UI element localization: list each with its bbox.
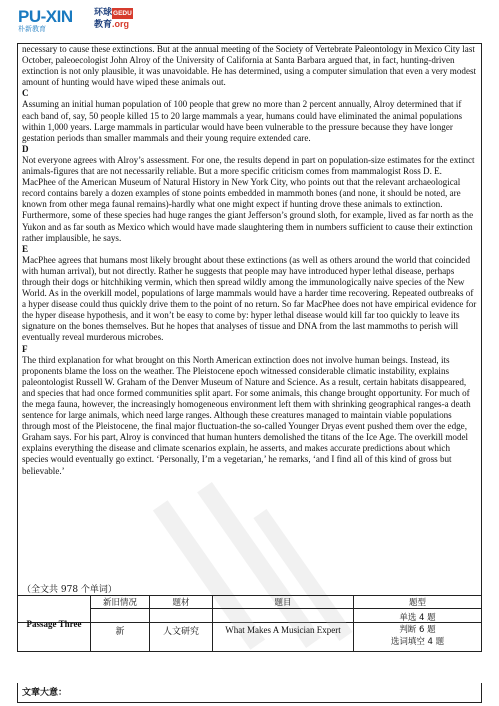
- section-heading: C: [22, 88, 29, 99]
- type-cell: 单选 4 题 判断 6 题 选词填空 4 题: [354, 609, 482, 652]
- summary-label: 文章大意：: [17, 683, 482, 703]
- passage-label: Passage Three: [18, 596, 91, 652]
- section-heading: E: [22, 243, 29, 254]
- section-paragraph: Assuming an initial human population of 100 people that grew no more than 2 percent annually, Alroy determined that if each band of, say, 50 people killed 15 to 20 large mammals a year, humans could have eliminated the animal populations within 1,000 years. Large mammals in particular would have been vulnerable to the pressure because they have longer gestation periods than smaller mammals and their young require extended care.: [22, 99, 463, 143]
- section-paragraph: The third explanation for what brought on this North American extinction does not involve human beings. Instead, its proponents blame the loss on the weather. The Pleistocene epoch witnessed considerable climatic instability, explains paleontologist Russell W. Graham of the Denver Museum of Nature and Science. As a result, certain habitats disappeared, and species that had once formed communities split apart. For some animals, this change brought opportunity. For much of the mega fauna, however, the increasingly homogeneous environment left them with shrinking geographical ranges-a death sentence for large animals, which need large ranges. Although these creatures managed to maintain viable populations through most of the Pleistocene, the final major fluctuation-the so-called Younger Dryas event pushed them over the edge, Graham says. For his part, Alroy is convinced that human hunters demolished the titans of the Ice Age. The overkill model explains everything the disease and climate scenarios explain, he asserts, and makes accurate predictions about which species would eventually go extinct. ‘Personally, I’m a vegetarian,’ he remarks, ‘and I find all of this kind of gross but believable.’: [22, 354, 471, 476]
- page-header: [0, 0, 499, 44]
- passage-info-table: [17, 595, 482, 652]
- header-type: 题型: [354, 596, 482, 609]
- huanqiu-logo: 环球GEDU 教育.org: [94, 8, 132, 30]
- subject-cell: 人文研究: [150, 609, 213, 652]
- section-heading: D: [22, 143, 29, 154]
- word-count: （全文共 978 个单词）: [22, 585, 117, 595]
- section-paragraph: MacPhee agrees that humans most likely brought about these extinctions (as well as others around the world that coincided with human arrival), but not directly. Rather he suggests that people may have introduced hyper lethal disease, perhaps through their dogs or hitchhiking vermin, which then spread wildly among the immunologically naive species of the New World. As in the overkill model, populations of large mammals would have a harder time recovering. Repeated outbreaks of a hyper disease could thus quickly drive them to the point of no return. So far MacPhee does not have empirical evidence for the hyper disease hypothesis, and it won’t be easy to come by: hyper lethal disease would kill far too quickly to leave its signature on the bones themselves. But he hopes that analyses of tissue and DNA from the last mammoths to perish will eventually reveal murderous microbes.: [22, 254, 477, 343]
- article-body: [22, 44, 478, 477]
- header-title: 题目: [213, 596, 354, 609]
- header-status: 新旧情况: [91, 596, 150, 609]
- puxin-logo: PU-XIN 朴新教育: [18, 7, 73, 33]
- section-paragraph: Not everyone agrees with Alroy’s assessment. For one, the results depend in part on population-size estimates for the extinct animals-figures that are not necessarily reliable. But a more specific criticism comes from mammalogist Ross D. E. MacPhee of the American Museum of Natural History in New York City, who points out that the relevant archaeological record contains barely a dozen examples of stone points embedded in mammoth bones (and none, it should be noted, are known from other mega faunal remains)-hardly what one might expect if hunting drove these animals to extinction. Furthermore, some of these species had huge ranges the giant Jefferson’s ground sloth, for example, lived as far north as the Yukon and as far south as Mexico which would have made slaughtering them in numbers sufficient to cause their extinction rather implausible, he says.: [22, 154, 475, 243]
- intro-paragraph: necessary to cause these extinctions. But at the annual meeting of the Society of Vertebrate Paleontology in Mexico City last October, paleoecologist John Alroy of the University of California at Santa Barbara argued that, in fact, hunting-driven extinction is not only plausible, it was unavoidable. He has determined, using a computer simulation that even a very modest amount of hunting would have wiped these animals out.: [22, 44, 477, 88]
- header-subject: 题材: [150, 596, 213, 609]
- section-heading: F: [22, 343, 28, 354]
- status-cell: 新: [91, 609, 150, 652]
- title-cell: What Makes A Musician Expert: [213, 609, 354, 652]
